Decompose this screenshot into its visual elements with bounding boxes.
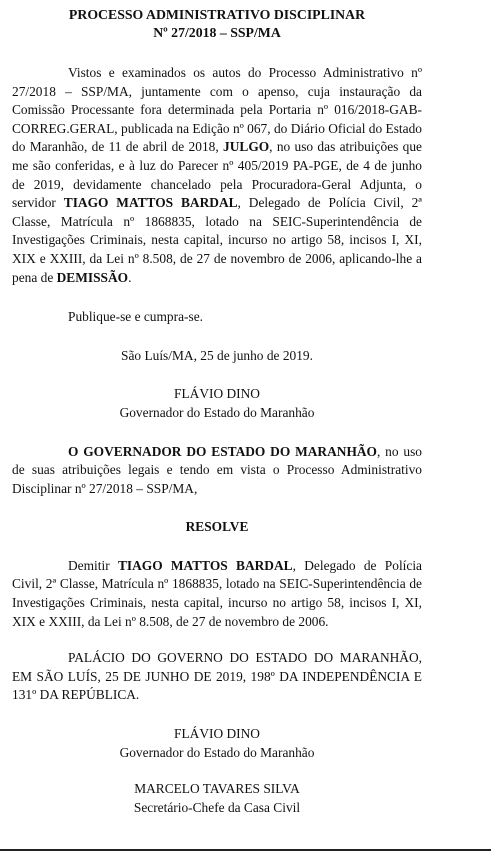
signature-3-role: Secretário-Chefe da Casa Civil: [133, 799, 301, 815]
decision-text-2: , no uso das atribuições que me são conferidas, e à luz do Parecer nº 405/2019 PA-PGE, de 4 de junho de 2019, devidamente chancelado pela Procuradora-Geral Adjunta, o servidor: [12, 139, 422, 211]
document-number: Nº 27/2018 – SSP/MA: [153, 25, 281, 40]
dismiss-paragraph: [12, 557, 422, 631]
signature-block-3: [12, 780, 422, 817]
governor-heading: O GOVERNADOR DO ESTADO DO MARANHÃO: [68, 443, 377, 459]
decision-text-1: Vistos e examinados os autos do Processo Administrativo nº 27/2018 – SSP/MA, juntamente com o apenso, cuja instauração da Comissão Processante fora determinada pela Portaria nº 016/2018-GAB-CORREG.GERAL, publicada na Edição nº 067, do Diário Oficial do Estado do Maranhão, de 11 de abril de 2018,: [12, 65, 422, 155]
decision-paragraph: [12, 64, 422, 287]
decision-text-3: , Delegado de Polícia Civil, 2ª Classe, Matrícula nº 1868835, lotado na SEIC-Superintendência de Investigações Criminais, nesta capital, incurso no artigo 58, incisos I, XI, XIX e XXIII, da Lei nº 8.508, de 27 de novembro de 2006, aplicando-lhe a pena de: [12, 195, 422, 285]
signature-2-role: Governador do Estado do Maranhão: [119, 744, 315, 760]
signature-block-2: [12, 725, 422, 762]
defendant-name: TIAGO MATTOS BARDAL: [63, 195, 238, 211]
palace-paragraph: PALÁCIO DO GOVERNO DO ESTADO DO MARANHÃO, EM SÃO LUÍS, 25 DE JUNHO DE 2019, 198º DA INDEPENDÊNCIA E 131º DA REPÚBLICA.: [12, 650, 422, 703]
governor-text: , no uso de suas atribuições legais e tendo em vista o Processo Administrativo Disciplinar nº 27/2018 – SSP/MA,: [12, 443, 422, 496]
signature-block-1: [12, 385, 422, 422]
dismiss-name: TIAGO MATTOS BARDAL: [117, 557, 293, 573]
penalty: DEMISSÃO: [56, 269, 129, 285]
document-page: [12, 0, 422, 817]
signature-1-role: Governador do Estado do Maranhão: [119, 404, 315, 420]
signature-2-name: FLÁVIO DINO: [174, 726, 260, 742]
signature-3-name: MARCELO TAVARES SILVA: [134, 781, 300, 797]
publish-line: Publique-se e cumpra-se.: [68, 309, 203, 325]
resolve-heading: RESOLVE: [185, 519, 249, 535]
document-title: PROCESSO ADMINISTRATIVO DISCIPLINAR: [68, 7, 366, 22]
signature-1-name: FLÁVIO DINO: [174, 386, 260, 402]
dismiss-text-1: Demitir: [68, 557, 110, 573]
decision-text-4: .: [128, 269, 132, 285]
dismiss-text-2: , Delegado de Polícia Civil, 2ª Classe, Matrícula nº 1868835, lotado na SEIC-Superintendência de Investigações Criminais, nesta capital, incurso no artigo 58, incisos I, XI, XIX e XXIII, da Lei nº 8.508, de 27 de novembro de 2006.: [12, 557, 422, 629]
governor-paragraph: [12, 443, 422, 499]
julgo-keyword: JULGO: [223, 139, 270, 155]
place-date: São Luís/MA, 25 de junho de 2019.: [121, 347, 313, 363]
